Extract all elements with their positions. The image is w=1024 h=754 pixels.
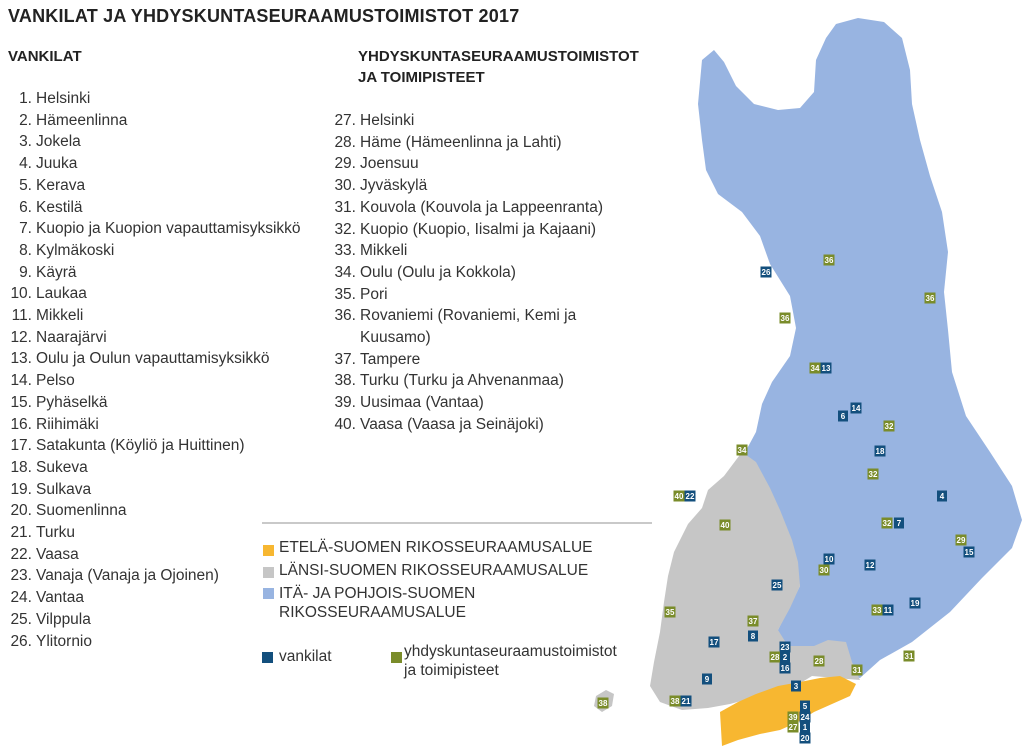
office-marker <box>788 712 799 723</box>
prison-marker <box>709 637 720 648</box>
item-number: 30. <box>334 177 356 195</box>
prison-marker <box>937 491 947 502</box>
item-name: Sulkava <box>36 480 92 498</box>
prison-item <box>6 631 301 653</box>
prison-item <box>6 565 301 587</box>
prison-marker <box>838 411 848 422</box>
office-marker <box>925 293 936 304</box>
prison-marker <box>780 663 791 674</box>
prisons-list <box>6 88 301 652</box>
prison-item <box>6 587 301 609</box>
marker-label: 33 <box>872 606 882 615</box>
prison-marker <box>883 605 894 616</box>
item-name: Turku (Turku ja Ahvenanmaa) <box>360 372 564 390</box>
prison-item <box>6 479 301 501</box>
office-marker <box>674 491 685 502</box>
prison-item <box>6 327 301 349</box>
marker-label: 29 <box>956 536 966 545</box>
item-name: Oulu ja Oulun vapauttamisyksikkö <box>36 350 270 368</box>
item-number: 34. <box>334 263 356 281</box>
office-marker <box>819 565 830 576</box>
finland-map <box>585 18 1024 750</box>
item-number: 33. <box>334 242 356 260</box>
legend-south: ETELÄ-SUOMEN RIKOSSEURAAMUSALUE <box>279 539 593 556</box>
offices-heading-line2: JA TOIMIPISTEET <box>358 69 485 86</box>
item-name: Kylmäkoski <box>36 241 115 259</box>
item-number: 5. <box>19 176 32 194</box>
item-number: 31. <box>334 198 356 216</box>
prison-marker <box>800 701 810 712</box>
prison-marker <box>772 580 783 591</box>
prison-marker <box>910 598 921 609</box>
legend-east <box>279 584 475 622</box>
prison-item <box>6 240 301 262</box>
prison-item <box>6 305 301 327</box>
item-number: 6. <box>19 198 32 216</box>
item-number: 2. <box>19 111 32 129</box>
item-number: 23. <box>10 567 32 585</box>
item-name: Mikkeli <box>36 307 84 325</box>
marker-label: 27 <box>788 723 798 732</box>
prison-marker <box>851 403 862 414</box>
marker-label: 2 <box>782 653 788 662</box>
office-marker <box>780 313 791 324</box>
prison-item <box>6 522 301 544</box>
east-region-swatch <box>263 588 274 599</box>
marker-label: 16 <box>780 664 790 673</box>
prison-item <box>6 435 301 457</box>
item-name: Helsinki <box>360 112 415 129</box>
prison-item <box>6 348 301 370</box>
prison-item <box>6 500 301 522</box>
item-number: 39. <box>334 394 356 412</box>
office-marker <box>737 445 748 456</box>
prison-item <box>6 370 301 392</box>
prison-item <box>6 131 301 153</box>
marker-label: 13 <box>821 364 831 373</box>
item-name: Naarajärvi <box>36 328 107 346</box>
marker-label: 20 <box>800 734 810 743</box>
marker-label: 1 <box>802 723 808 732</box>
marker-label: 32 <box>882 519 892 528</box>
item-name: Hämeenlinna <box>36 111 128 129</box>
legend-offices-line1: yhdyskuntaseuraamustoimistot <box>404 643 617 660</box>
item-name: Vanaja (Vanaja ja Ojoinen) <box>36 567 219 585</box>
prison-marker <box>748 631 758 642</box>
item-number: 1. <box>19 90 32 107</box>
prison-marker <box>791 681 801 692</box>
prison-marker <box>800 733 811 744</box>
marker-label: 24 <box>800 713 810 722</box>
prison-item <box>6 88 301 110</box>
item-number: 11. <box>11 307 32 325</box>
prison-marker <box>761 267 772 278</box>
item-number: 10. <box>10 285 32 303</box>
office-marker <box>720 520 731 531</box>
item-number: 20. <box>10 502 32 520</box>
item-name: Vantaa <box>36 589 84 607</box>
item-number: 29. <box>334 155 356 173</box>
marker-label: 4 <box>939 492 945 501</box>
item-number: 35. <box>334 285 356 303</box>
marker-label: 40 <box>674 492 684 501</box>
item-number: 8. <box>19 241 32 259</box>
office-marker <box>810 363 821 374</box>
prison-item <box>6 153 301 175</box>
marker-label: 32 <box>868 470 878 479</box>
item-number: 15. <box>10 393 32 411</box>
legend-prisons: vankilat <box>279 648 332 665</box>
item-name: Jyväskylä <box>360 177 428 195</box>
marker-label: 22 <box>685 492 695 501</box>
prison-marker <box>821 363 832 374</box>
item-name: Rovaniemi (Rovaniemi, Kemi ja Kuusamo) <box>360 307 577 347</box>
item-name: Kuopio ja Kuopion vapauttamisyksikkö <box>36 220 301 238</box>
marker-label: 28 <box>770 653 780 662</box>
item-number: 16. <box>10 415 32 433</box>
marker-label: 36 <box>780 314 790 323</box>
item-name: Satakunta (Köyliö ja Huittinen) <box>36 437 245 455</box>
prison-item <box>6 609 301 631</box>
item-number: 21. <box>10 524 32 542</box>
prison-marker <box>800 712 811 723</box>
marker-label: 14 <box>851 404 861 413</box>
marker-label: 34 <box>810 364 820 373</box>
prison-item <box>6 283 301 305</box>
marker-label: 31 <box>904 652 914 661</box>
office-marker <box>670 696 681 707</box>
marker-label: 12 <box>865 561 875 570</box>
marker-label: 25 <box>772 581 782 590</box>
item-number: 9. <box>19 263 32 281</box>
office-marker <box>882 518 893 529</box>
office-marker <box>665 607 676 618</box>
item-name: Laukaa <box>36 285 87 303</box>
office-marker <box>904 651 915 662</box>
item-number: 17. <box>10 437 32 455</box>
item-name: Helsinki <box>36 90 91 107</box>
prison-item <box>6 175 301 197</box>
item-name: Mikkeli <box>360 242 408 260</box>
marker-label: 28 <box>814 657 824 666</box>
marker-label: 34 <box>737 446 747 455</box>
offices-heading-line1: YHDYSKUNTASEURAAMUSTOIMISTOT <box>358 48 639 65</box>
item-name: Turku <box>36 524 76 542</box>
item-name: Käyrä <box>36 263 77 281</box>
prison-marker <box>964 547 975 558</box>
marker-label: 17 <box>709 638 719 647</box>
item-name: Oulu (Oulu ja Kokkola) <box>360 263 516 281</box>
marker-label: 37 <box>748 617 758 626</box>
item-name: Uusimaa (Vantaa) <box>360 394 484 412</box>
item-name: Sukeva <box>36 458 88 476</box>
prison-marker <box>875 446 886 457</box>
office-marker-swatch <box>391 652 402 663</box>
office-marker <box>598 698 609 709</box>
marker-label: 10 <box>824 555 834 564</box>
west-region-swatch <box>263 567 274 578</box>
item-number: 3. <box>19 133 32 151</box>
item-number: 27. <box>334 112 356 129</box>
legend-east-line2: RIKOSSEURAAMUSALUE <box>279 604 466 621</box>
prison-marker <box>685 491 696 502</box>
item-name: Vaasa <box>36 545 79 563</box>
item-number: 32. <box>334 220 356 238</box>
prison-marker-swatch <box>262 652 273 663</box>
item-name: Pori <box>360 285 388 303</box>
marker-label: 38 <box>598 699 608 708</box>
prisons-heading: VANKILAT <box>8 48 82 65</box>
prison-item <box>6 544 301 566</box>
prison-item <box>6 197 301 219</box>
prison-marker <box>780 642 791 653</box>
item-name: Pelso <box>36 372 75 390</box>
marker-label: 26 <box>761 268 771 277</box>
office-marker <box>770 652 781 663</box>
item-name: Tampere <box>360 350 421 368</box>
item-number: 12. <box>10 328 32 346</box>
item-name: Pyhäselkä <box>36 393 108 411</box>
marker-label: 36 <box>824 256 834 265</box>
item-number: 14. <box>10 372 32 390</box>
item-number: 24. <box>10 589 32 607</box>
legend-offices-line2: ja toimipisteet <box>404 662 499 679</box>
prison-marker <box>800 722 810 733</box>
office-marker <box>872 605 883 616</box>
item-number: 26. <box>10 632 32 650</box>
marker-label: 9 <box>704 675 710 684</box>
item-name: Kerava <box>36 176 86 194</box>
office-marker <box>868 469 879 480</box>
marker-label: 5 <box>802 702 808 711</box>
prison-item <box>6 110 301 132</box>
item-name: Häme (Hämeenlinna ja Lahti) <box>360 133 562 151</box>
legend-west: LÄNSI-SUOMEN RIKOSSEURAAMUSALUE <box>279 562 589 579</box>
marker-label: 23 <box>780 643 790 652</box>
item-number: 38. <box>334 372 356 390</box>
marker-label: 7 <box>896 519 902 528</box>
item-name: Kestilä <box>36 198 83 216</box>
item-name: Jokela <box>36 133 81 151</box>
prison-item <box>6 414 301 436</box>
marker-label: 19 <box>910 599 920 608</box>
office-marker <box>884 421 895 432</box>
prison-item <box>6 392 301 414</box>
marker-label: 11 <box>883 606 893 615</box>
marker-label: 8 <box>750 632 756 641</box>
item-name: Suomenlinna <box>36 502 127 520</box>
item-number: 13. <box>10 350 32 368</box>
prison-marker <box>780 652 790 663</box>
office-marker <box>814 656 825 667</box>
south-region-swatch <box>263 545 274 556</box>
item-number: 22. <box>10 545 32 563</box>
office-marker <box>824 255 835 266</box>
marker-label: 3 <box>793 682 799 691</box>
marker-label: 21 <box>681 697 691 706</box>
prison-item <box>6 218 301 240</box>
marker-label: 40 <box>720 521 730 530</box>
marker-label: 31 <box>852 666 862 675</box>
item-name: Vaasa (Vaasa ja Seinäjoki) <box>360 415 544 433</box>
marker-label: 36 <box>925 294 935 303</box>
prison-item <box>6 262 301 284</box>
marker-label: 35 <box>665 608 675 617</box>
item-number: 37. <box>334 350 356 368</box>
item-number: 28. <box>334 133 356 151</box>
marker-label: 38 <box>670 697 680 706</box>
item-number: 4. <box>19 155 32 173</box>
prison-marker <box>824 554 835 565</box>
item-name: Joensuu <box>360 155 419 173</box>
item-name: Juuka <box>36 155 78 173</box>
item-name: Kouvola (Kouvola ja Lappeenranta) <box>360 198 604 216</box>
item-number: 25. <box>10 610 32 628</box>
office-marker <box>748 616 759 627</box>
prison-marker <box>681 696 692 707</box>
marker-label: 32 <box>884 422 894 431</box>
item-number: 7. <box>19 220 32 238</box>
legend-east-line1: ITÄ- JA POHJOIS-SUOMEN <box>279 585 476 602</box>
marker-label: 18 <box>875 447 885 456</box>
item-name: Riihimäki <box>36 415 99 433</box>
item-name: Vilppula <box>36 610 91 628</box>
prison-marker <box>865 560 876 571</box>
item-number: 40. <box>334 415 356 433</box>
marker-label: 15 <box>964 548 974 557</box>
office-marker <box>852 665 863 676</box>
marker-label: 30 <box>819 566 829 575</box>
marker-label: 39 <box>788 713 798 722</box>
marker-label: 6 <box>840 412 846 421</box>
map-title: VANKILAT JA YHDYSKUNTASEURAAMUSTOIMISTOT 2017 <box>8 6 520 26</box>
office-marker <box>956 535 967 546</box>
item-number: 18. <box>10 458 32 476</box>
prison-marker <box>894 518 904 529</box>
prison-item <box>6 457 301 479</box>
prison-marker <box>702 674 712 685</box>
office-marker <box>788 722 799 733</box>
item-number: 36. <box>334 307 356 325</box>
item-number: 19. <box>10 480 32 498</box>
item-name: Kuopio (Kuopio, Iisalmi ja Kajaani) <box>360 220 597 238</box>
item-name: Ylitornio <box>36 632 92 650</box>
